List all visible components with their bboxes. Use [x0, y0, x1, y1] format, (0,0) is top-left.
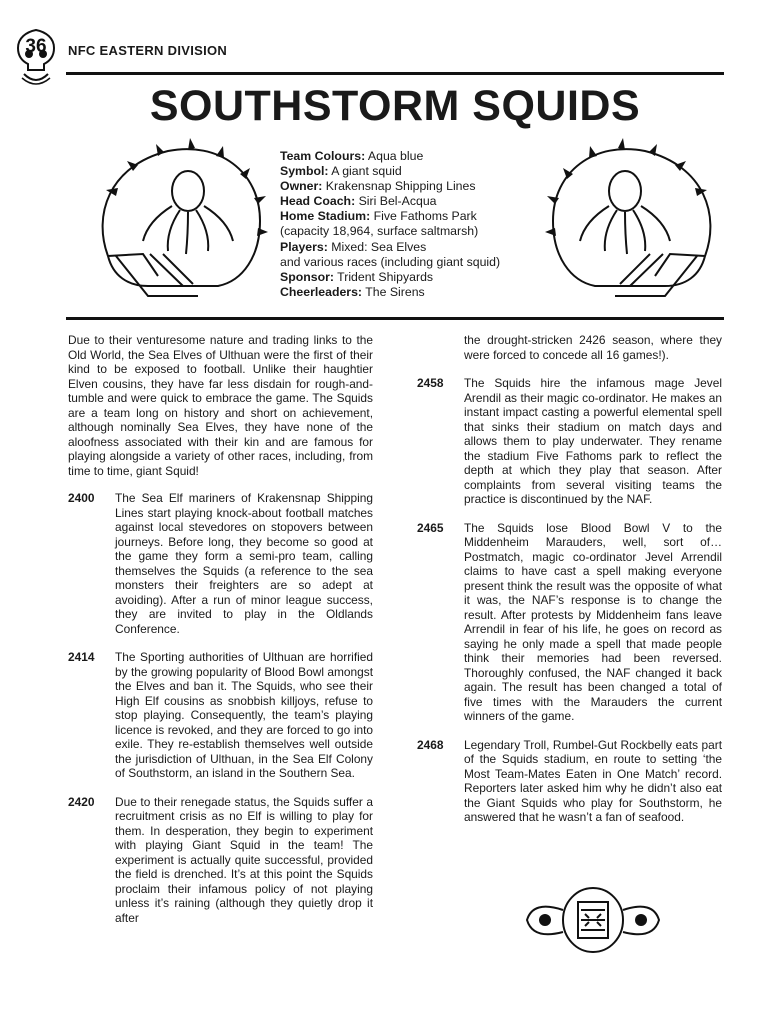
fact-value: A giant squid: [328, 164, 402, 179]
skull-banner-logo: [523, 880, 663, 960]
fact-row: [280, 209, 540, 224]
fact-value: Five Fathoms Park: [370, 209, 477, 224]
timeline-entry: [417, 738, 722, 825]
page-title: SOUTHSTORM SQUIDS: [149, 82, 641, 130]
entry-text: The Squids lose Blood Bowl V to the Middenheim Marauders, well, sort of… Postmatch, magic co-ordinator Jevel Arrendil claims to have cast a spell making everyone present think the result was the opposite of what it was, the NAF’s response is to change the result. After protests by Middenheim fans leave Arrendil in fear of his life, he goes on record as saying he only made a spell that made people think their memories had been reversed. Thoroughly confused, the NAF changed it back again. The result has been changed a total of five times with the Marauders the current winners of the game.: [464, 520, 722, 723]
entry-text: The Sporting authorities of Ulthuan are horrified by the growing popularity of Blood Bowl amongst the Elves and ban it. The Squids, who see their High Elf cousins as snobbish killjoys, refuse to stop playing. Consequently, the team’s playing licence is revoked, and they are forced to go into exile. They re-establish themselves well outside the jurisdiction of Ulthuan, in the Sea Elf Colony of Southstorm, an island in the Southern Sea.: [115, 650, 373, 780]
team-facts: [280, 149, 540, 300]
fact-row: [280, 240, 540, 255]
entry-year: 2400: [68, 491, 95, 505]
fact-value: (capacity 18,964, surface saltmarsh): [280, 224, 479, 239]
fact-label: Owner:: [280, 179, 323, 194]
entry-year: 2458: [417, 376, 444, 390]
timeline-entry: [417, 521, 722, 724]
intro-paragraph: Due to their venturesome nature and trading links to the Old World, the Sea Elves of Ulthuan were the first of their kind to be exposed to football. Unlike their haughtier Elven cousins, they have far less disdain for rough-and-tumble and were quick to embrace the game. The Squids are a team long on history and short on achievement, although nominally Sea Elves, they have none of the aloofness associated with their kin and are famous for playing alongside a variety of other races, including, from time to time, giant Squid!: [68, 333, 373, 478]
timeline-entry: [417, 376, 722, 507]
entry-year: 2420: [68, 794, 95, 809]
fact-row: [280, 255, 540, 270]
fact-row: [280, 224, 540, 239]
fact-row: [280, 179, 540, 194]
fact-value: Aqua blue: [365, 149, 424, 163]
fact-row: [280, 285, 540, 300]
fact-label: Cheerleaders:: [280, 284, 363, 299]
fact-row: [280, 149, 540, 164]
fact-value: Mixed: Sea Elves: [327, 239, 427, 254]
entry-text: Due to their renegade status, the Squids suffer a recruitment crisis as no Elf is willing to play for them. In desperation, they begin to experiment with playing Giant Squid in the team! The experiment is actually quite successful, provided the field is drenched. It’s at this point the Squids proclaim their infamous policy of not playing unless it’s raining (although they quietly drop it after: [115, 794, 373, 925]
entry-year: 2414: [68, 650, 95, 664]
fact-label: Sponsor:: [280, 269, 334, 284]
fact-label: Head Coach:: [280, 194, 356, 209]
entry-text: The Squids hire the infamous mage Jevel Arendil as their magic co-ordinator. He makes an instant impact casting a powerful elemental spell that sinks their stadium on match days and allows them to play underwater. They rename the stadium Five Fathoms park to reflect the depth at which they play that season. After complaints from several visiting teams the practice is discontinued by the NAF.: [464, 376, 722, 506]
division-label: NFC EASTERN DIVISION: [68, 43, 228, 58]
fact-label: Symbol:: [280, 164, 329, 179]
squid-helmet-icon: [88, 136, 268, 306]
fact-label: Players:: [280, 239, 328, 254]
page-number: 36: [25, 36, 47, 57]
section-rule: [66, 317, 724, 320]
right-column: [417, 333, 722, 839]
fact-value: Siri Bel-Acqua: [355, 194, 437, 209]
squid-helmet-icon: [545, 136, 725, 306]
timeline-entry: [68, 650, 373, 781]
timeline-entry: [68, 491, 373, 636]
fact-value: Trident Shipyards: [333, 269, 434, 284]
fact-value: Krakensnap Shipping Lines: [322, 179, 476, 194]
fact-value: and various races (including giant squid): [280, 254, 501, 269]
header-rule: [66, 72, 724, 75]
entry-year: 2468: [417, 737, 444, 752]
entry-continuation: the drought-stricken 2426 season, where they were forced to concede all 16 games!).: [464, 333, 722, 362]
fact-row: [280, 164, 540, 179]
entry-text: Legendary Troll, Rumbel-Gut Rockbelly eats part of the Squids stadium, en route to setting ‘the Most Team-Mates Eaten in One Match’ record. Reporters later asked him why he didn’t also eat the Giant Squids who play for Southstorm, he answered that he wasn’t a fan of seafood.: [464, 737, 722, 824]
timeline-entry: [68, 795, 373, 926]
fact-row: [280, 194, 540, 209]
entry-year: 2465: [417, 520, 444, 535]
fact-row: [280, 270, 540, 285]
left-column: [68, 333, 373, 939]
fact-label: Home Stadium:: [280, 209, 371, 224]
entry-text: The Sea Elf mariners of Krakensnap Shipping Lines start playing knock-about football matches against local stevedores on stopovers between journeys. Before long, they become so good at the game they form a semi-pro team, calling themselves the Squids (a reference to the sea monsters their freighters are so adept at avoiding). After a run of minor league success, they are invited to play in the Oldlands Conference.: [115, 491, 373, 636]
fact-value: The Sirens: [362, 284, 425, 299]
fact-label: Team Colours:: [280, 149, 366, 163]
